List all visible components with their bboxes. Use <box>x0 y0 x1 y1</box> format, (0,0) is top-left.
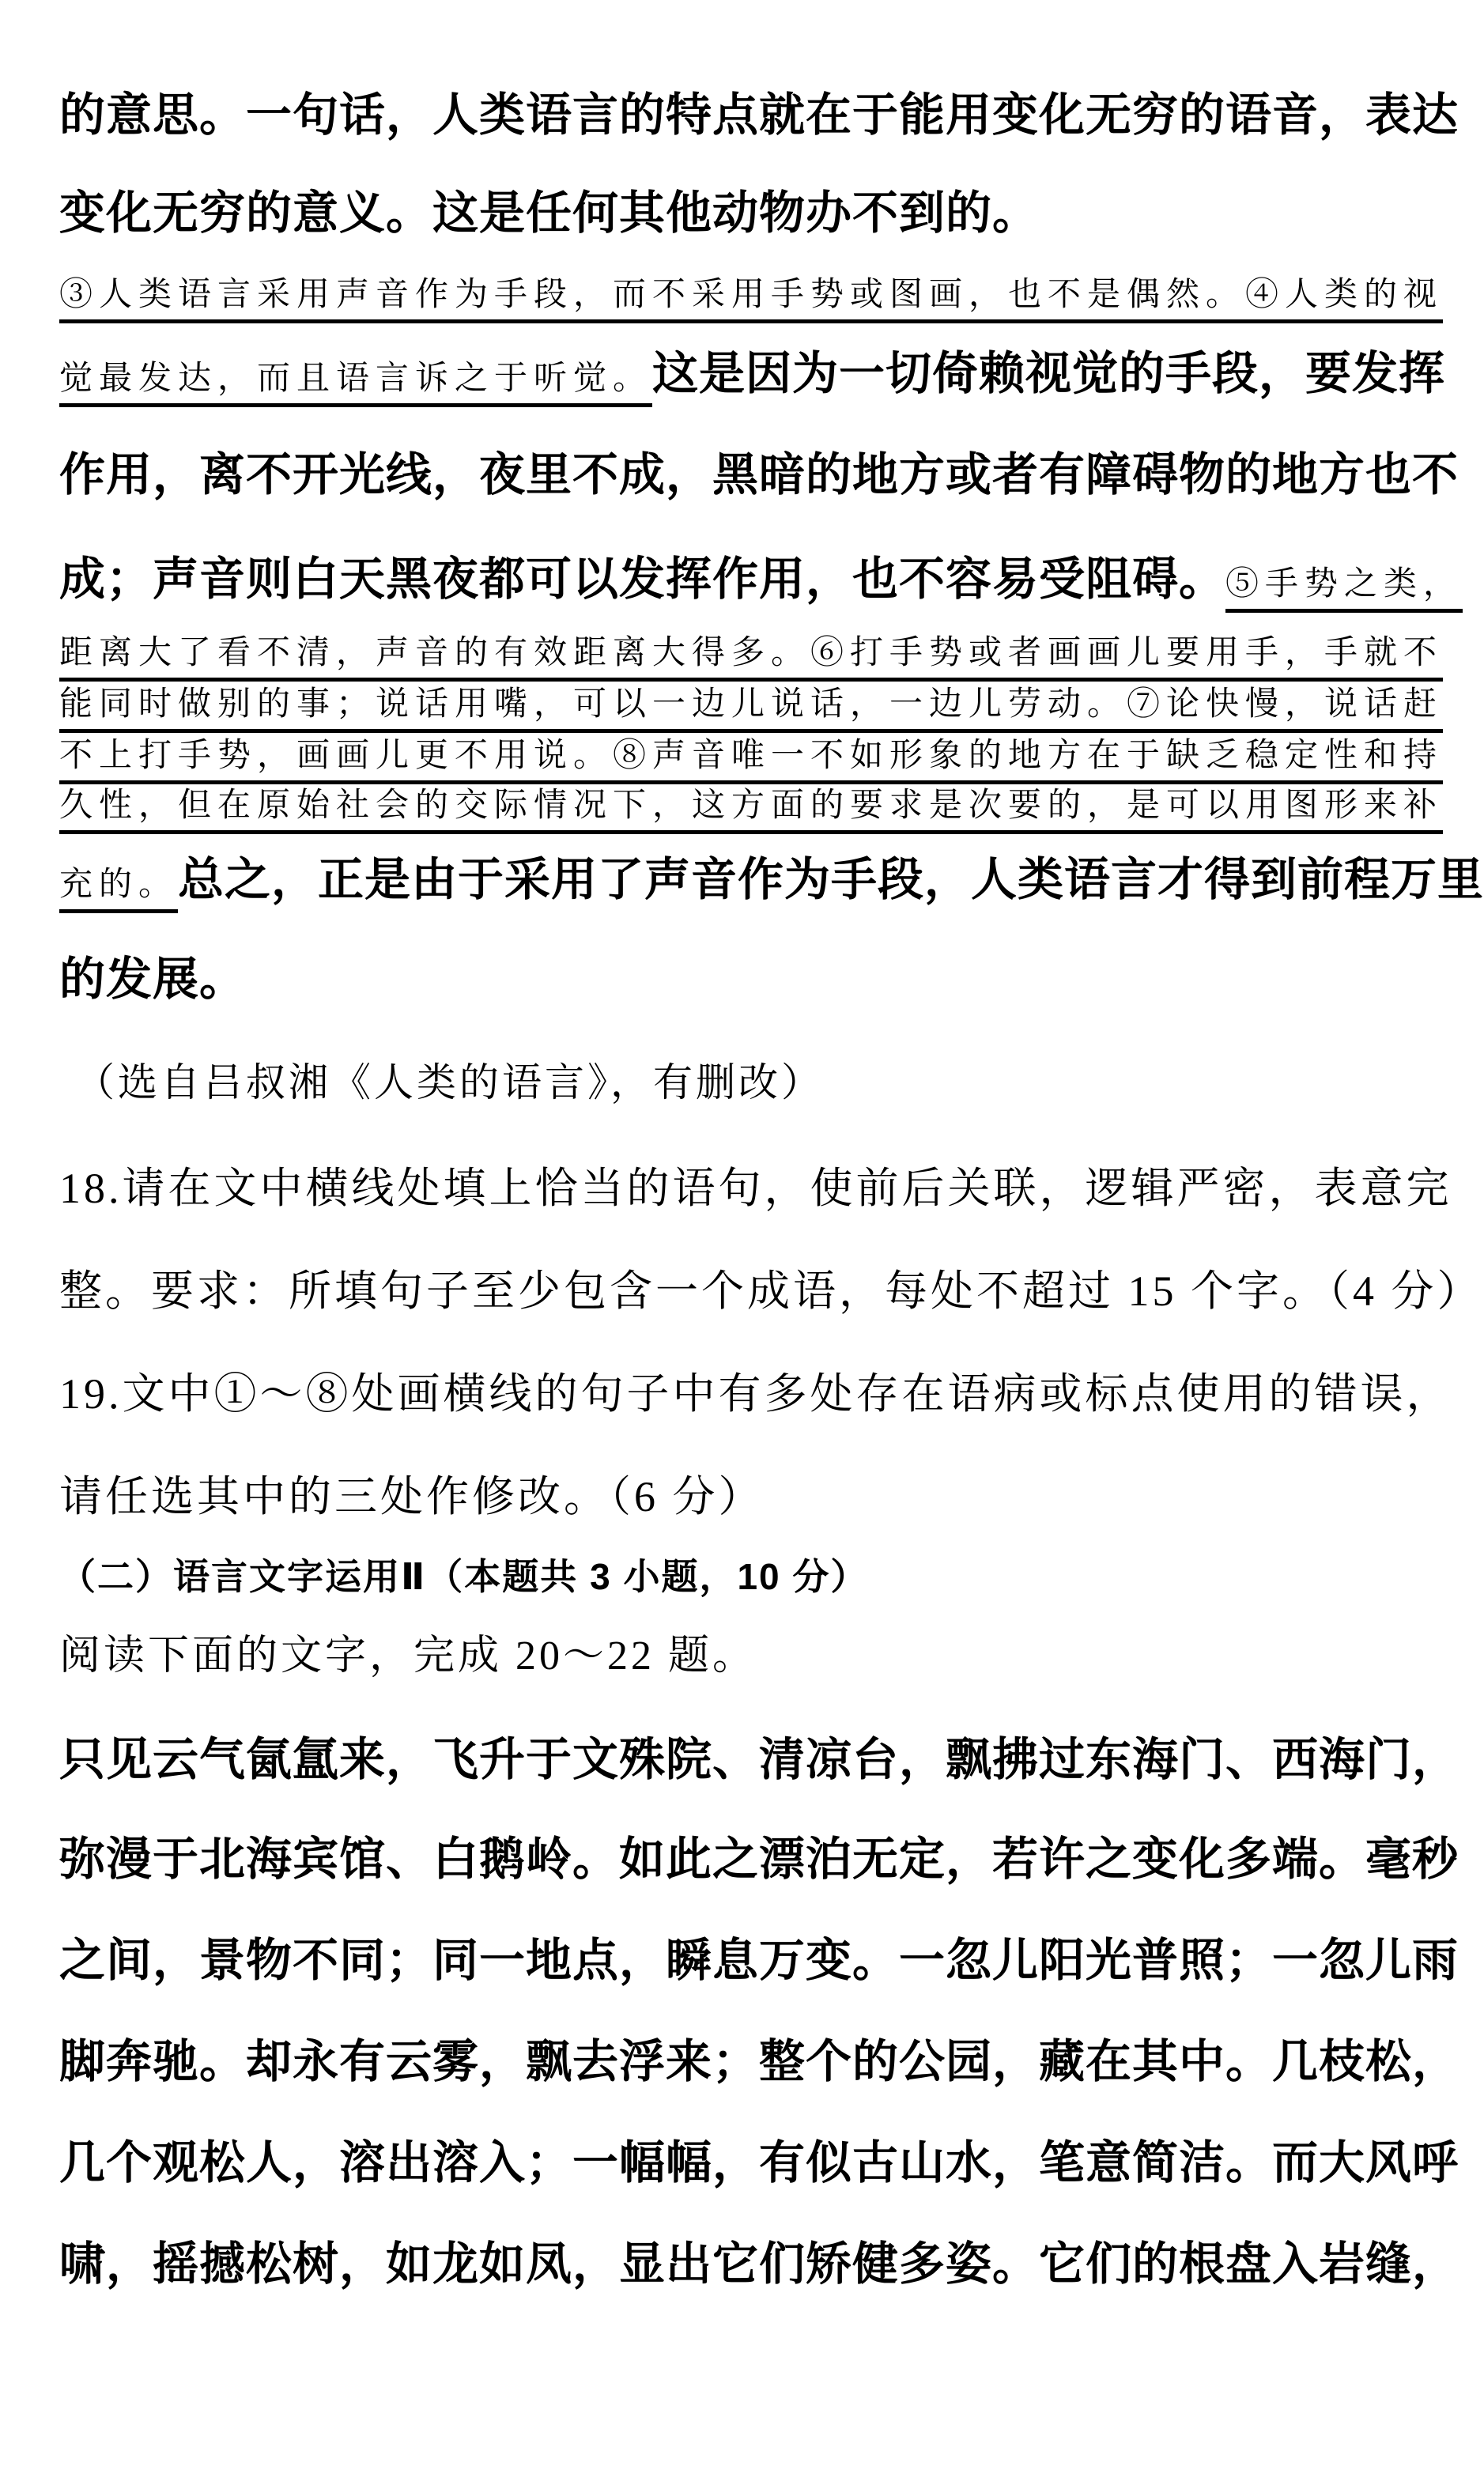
passage2-line-5: 几个观松人，溶出溶入；一幅幅，有似古山水，笔意简洁。而大风呼 <box>59 2137 1459 2189</box>
question-19-line-2: 请任选其中的三处作修改。（6 分） <box>59 1473 765 1520</box>
passage1-line-4 <box>59 348 1446 399</box>
passage1-underlined-sentence-8b <box>59 789 1443 822</box>
passage1-line-4-plain: 这是因为一切倚赖视觉的手段，要发挥 <box>652 348 1446 399</box>
passage2-line-1: 只见云气氤氲来，飞升于文殊院、清凉台，飘拂过东海门、西海门， <box>59 1734 1459 1785</box>
passage1-line-6 <box>59 553 1463 605</box>
passage1-underlined-sentence-3 <box>59 278 1443 312</box>
passage2-line-2: 弥漫于北海宾馆、白鹅岭。如此之漂泊无定，若许之变化多端。毫秒 <box>59 1834 1459 1885</box>
passage1-underlined-sentence-6b <box>59 688 1443 721</box>
underlined-text-8b: 久性，但在原始社会的交际情况下，这方面的要求是次要的，是可以用图形来补 <box>59 787 1443 834</box>
question-18-line-1: 18.请在文中横线处填上恰当的语句，使前后关联，逻辑严密，表意完 <box>59 1165 1452 1212</box>
underlined-text-6b: 能同时做别的事；说话用嘴，可以一边儿说话，一边儿劳动。⑦论快慢，说话赶 <box>59 686 1443 733</box>
passage1-line-11 <box>59 854 1484 905</box>
underlined-text-6a: 距离大了看不清，声音的有效距离大得多。⑥打手势或者画画儿要用手，手就不 <box>59 635 1443 682</box>
underlined-text-3: ③人类语言采用声音作为手段，而不采用手势或图画，也不是偶然。④人类的视 <box>59 277 1443 323</box>
passage1-line-1: 的意思。一句话，人类语言的特点就在于能用变化无穷的语音，表达 <box>59 89 1459 141</box>
passage1-underlined-sentence-6a <box>59 636 1443 670</box>
passage1-line-2: 变化无穷的意义。这是任何其他动物办不到的。 <box>59 187 1040 239</box>
passage1-line-6-plain: 成；声音则白天黑夜都可以发挥作用，也不容易受阻碍。 <box>59 553 1226 605</box>
passage2-line-6: 啸，摇撼松树，如龙如凤，显出它们矫健多姿。它们的根盘入岩缝， <box>59 2238 1459 2290</box>
question-19-line-1: 19.文中①～⑧处画横线的句子中有多处存在语病或标点使用的错误， <box>59 1370 1452 1418</box>
underlined-text-8-end: 充的。 <box>59 867 178 913</box>
passage2-line-3: 之间，景物不同；同一地点，瞬息万变。一忽儿阳光普照；一忽儿雨 <box>59 1935 1459 1986</box>
passage1-underlined-sentence-7-8 <box>59 739 1443 772</box>
passage1-line-5: 作用，离不开光线，夜里不成，黑暗的地方或者有障碍物的地方也不 <box>59 449 1459 500</box>
passage1-line-11-plain: 总之，正是由于采用了声音作为手段，人类语言才得到前程万里 <box>178 854 1484 905</box>
passage1-source-note: （选自吕叔湘《人类的语言》，有删改） <box>75 1060 824 1105</box>
section2-header: （二）语言文字运用Ⅱ（本题共 3 小题，10 分） <box>59 1556 869 1597</box>
passage1-line-12: 的发展。 <box>59 954 247 1005</box>
passage2-line-4: 脚奔驰。却永有云雾，飘去浮来；整个的公园，藏在其中。几枝松， <box>59 2036 1459 2087</box>
underlined-text-4: 觉最发达，而且语言诉之于听觉。 <box>59 361 652 407</box>
question-18-line-2: 整。要求：所填句子至少包含一个成语，每处不超过 15 个字。（4 分） <box>59 1267 1483 1315</box>
section2-reading-instruction: 阅读下面的文字，完成 20～22 题。 <box>59 1633 757 1679</box>
underlined-text-5: ⑤手势之类， <box>1225 566 1463 613</box>
underlined-text-7-8: 不上打手势，画画儿更不用说。⑧声音唯一不如形象的地方在于缺乏稳定性和持 <box>59 738 1443 784</box>
